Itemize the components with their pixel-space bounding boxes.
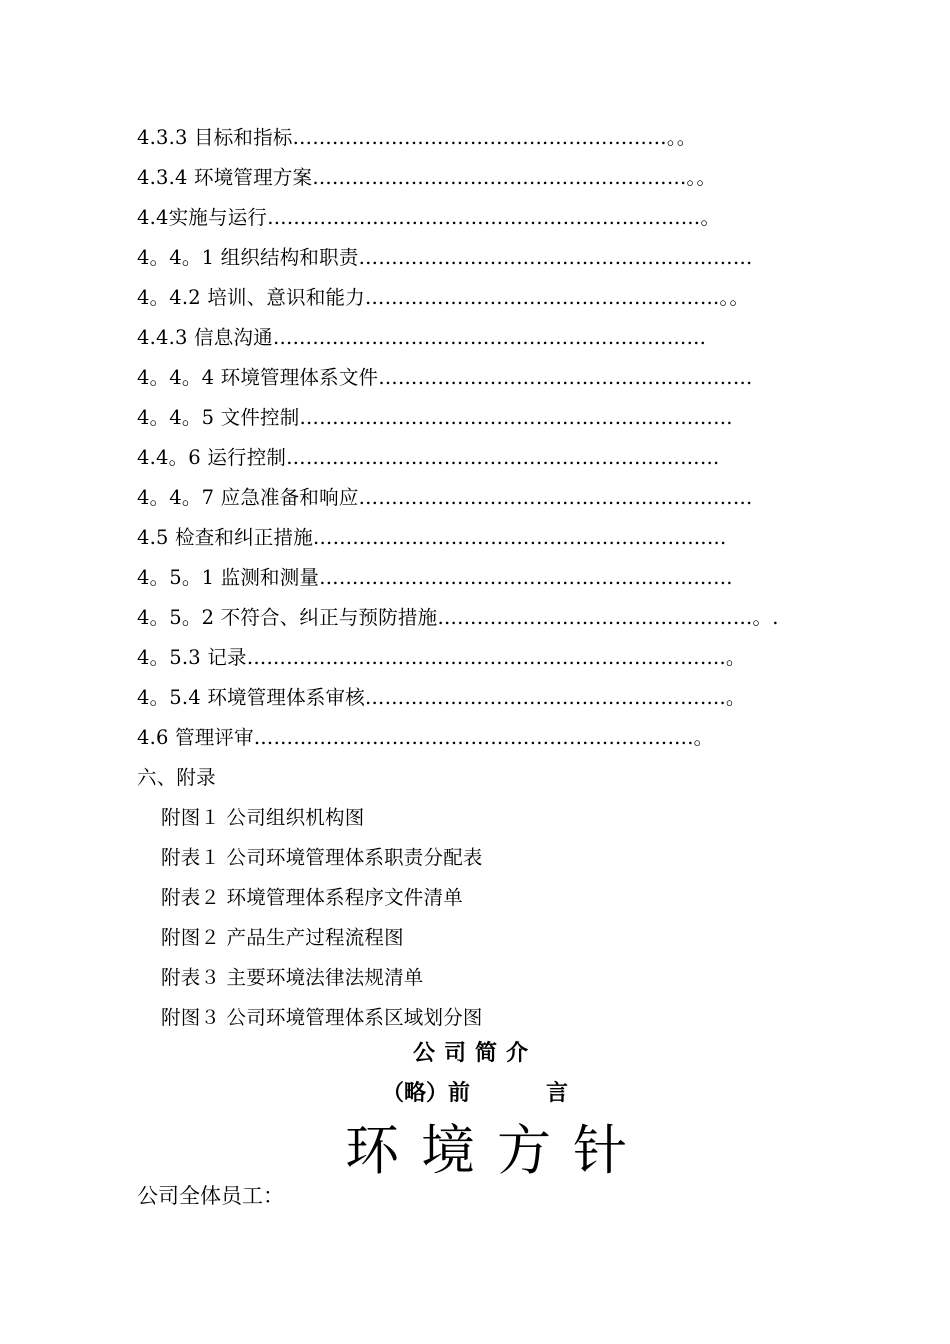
toc-entry-4-5-2: 4。5。2 不符合、纠正与预防措施…………………………………………。.	[137, 606, 779, 629]
toc-entry-4-6: 4.6 管理评审………………………………………………………….。	[137, 726, 714, 749]
appendix-heading: 六、附录	[137, 766, 216, 789]
toc-entry-4-5-1: 4。5。1 监测和测量………………………………………………………	[137, 566, 733, 589]
toc-entry-4-4-5: 4。4。5 文件控制…………………………………………………………	[137, 406, 733, 429]
toc-entry-4-3-4: 4.3.4 环境管理方案…………………………………………………。。	[137, 166, 717, 189]
toc-entry-4-5-3: 4。5.3 记录……………………………………………………………….。	[137, 646, 746, 669]
foreword-heading-suffix: 言	[546, 1081, 569, 1106]
toc-entry-4-4-7: 4。4。7 应急准备和响应……………………………………………………	[137, 486, 753, 509]
appendix-item-figure-1: 附图１ 公司组织机构图	[161, 806, 365, 829]
toc-entry-4-4-3: 4.4.3 信息沟通…………………………………………………………	[137, 326, 707, 349]
salutation: 公司全体员工：	[137, 1184, 284, 1208]
toc-entry-4-4-4: 4。4。4 环境管理体系文件…………………………………………………	[137, 366, 753, 389]
foreword-heading-prefix: （略）前	[381, 1081, 470, 1106]
company-intro-heading: 公司简介	[412, 1041, 537, 1066]
toc-entry-4-4-2: 4。4.2 培训、意识和能力………………………………………………。。	[137, 286, 750, 309]
appendix-item-table-3: 附表３ 主要环境法律法规清单	[161, 966, 424, 989]
appendix-item-figure-3: 附图３ 公司环境管理体系区域划分图	[161, 1006, 483, 1029]
foreword-heading	[0, 1076, 950, 1112]
toc-entry-4-4-1: 4。4。1 组织结构和职责……………………………………………………	[137, 246, 753, 269]
toc-entry-4-5: 4.5 检查和纠正措施………………………………………………………	[137, 526, 727, 549]
toc-entry-4-3-3: 4.3.3 目标和指标…………………………………………………。。	[137, 126, 697, 149]
environmental-policy-heading: 环境方针	[345, 1119, 649, 1182]
appendix-item-table-2: 附表２ 环境管理体系程序文件清单	[161, 886, 463, 909]
toc-entry-4-4: 4.4实施与运行…………………………………………………………。	[137, 206, 721, 229]
toc-entry-4-5-4: 4。5.4 环境管理体系审核……………………………………………….。	[137, 686, 746, 709]
appendix-item-figure-2: 附图２ 产品生产过程流程图	[161, 926, 404, 949]
table-of-contents	[137, 118, 827, 1038]
toc-entry-4-4-6: 4.4。6 运行控制…………………………………………………………	[137, 446, 720, 469]
appendix-item-table-1: 附表１ 公司环境管理体系职责分配表	[161, 846, 483, 869]
